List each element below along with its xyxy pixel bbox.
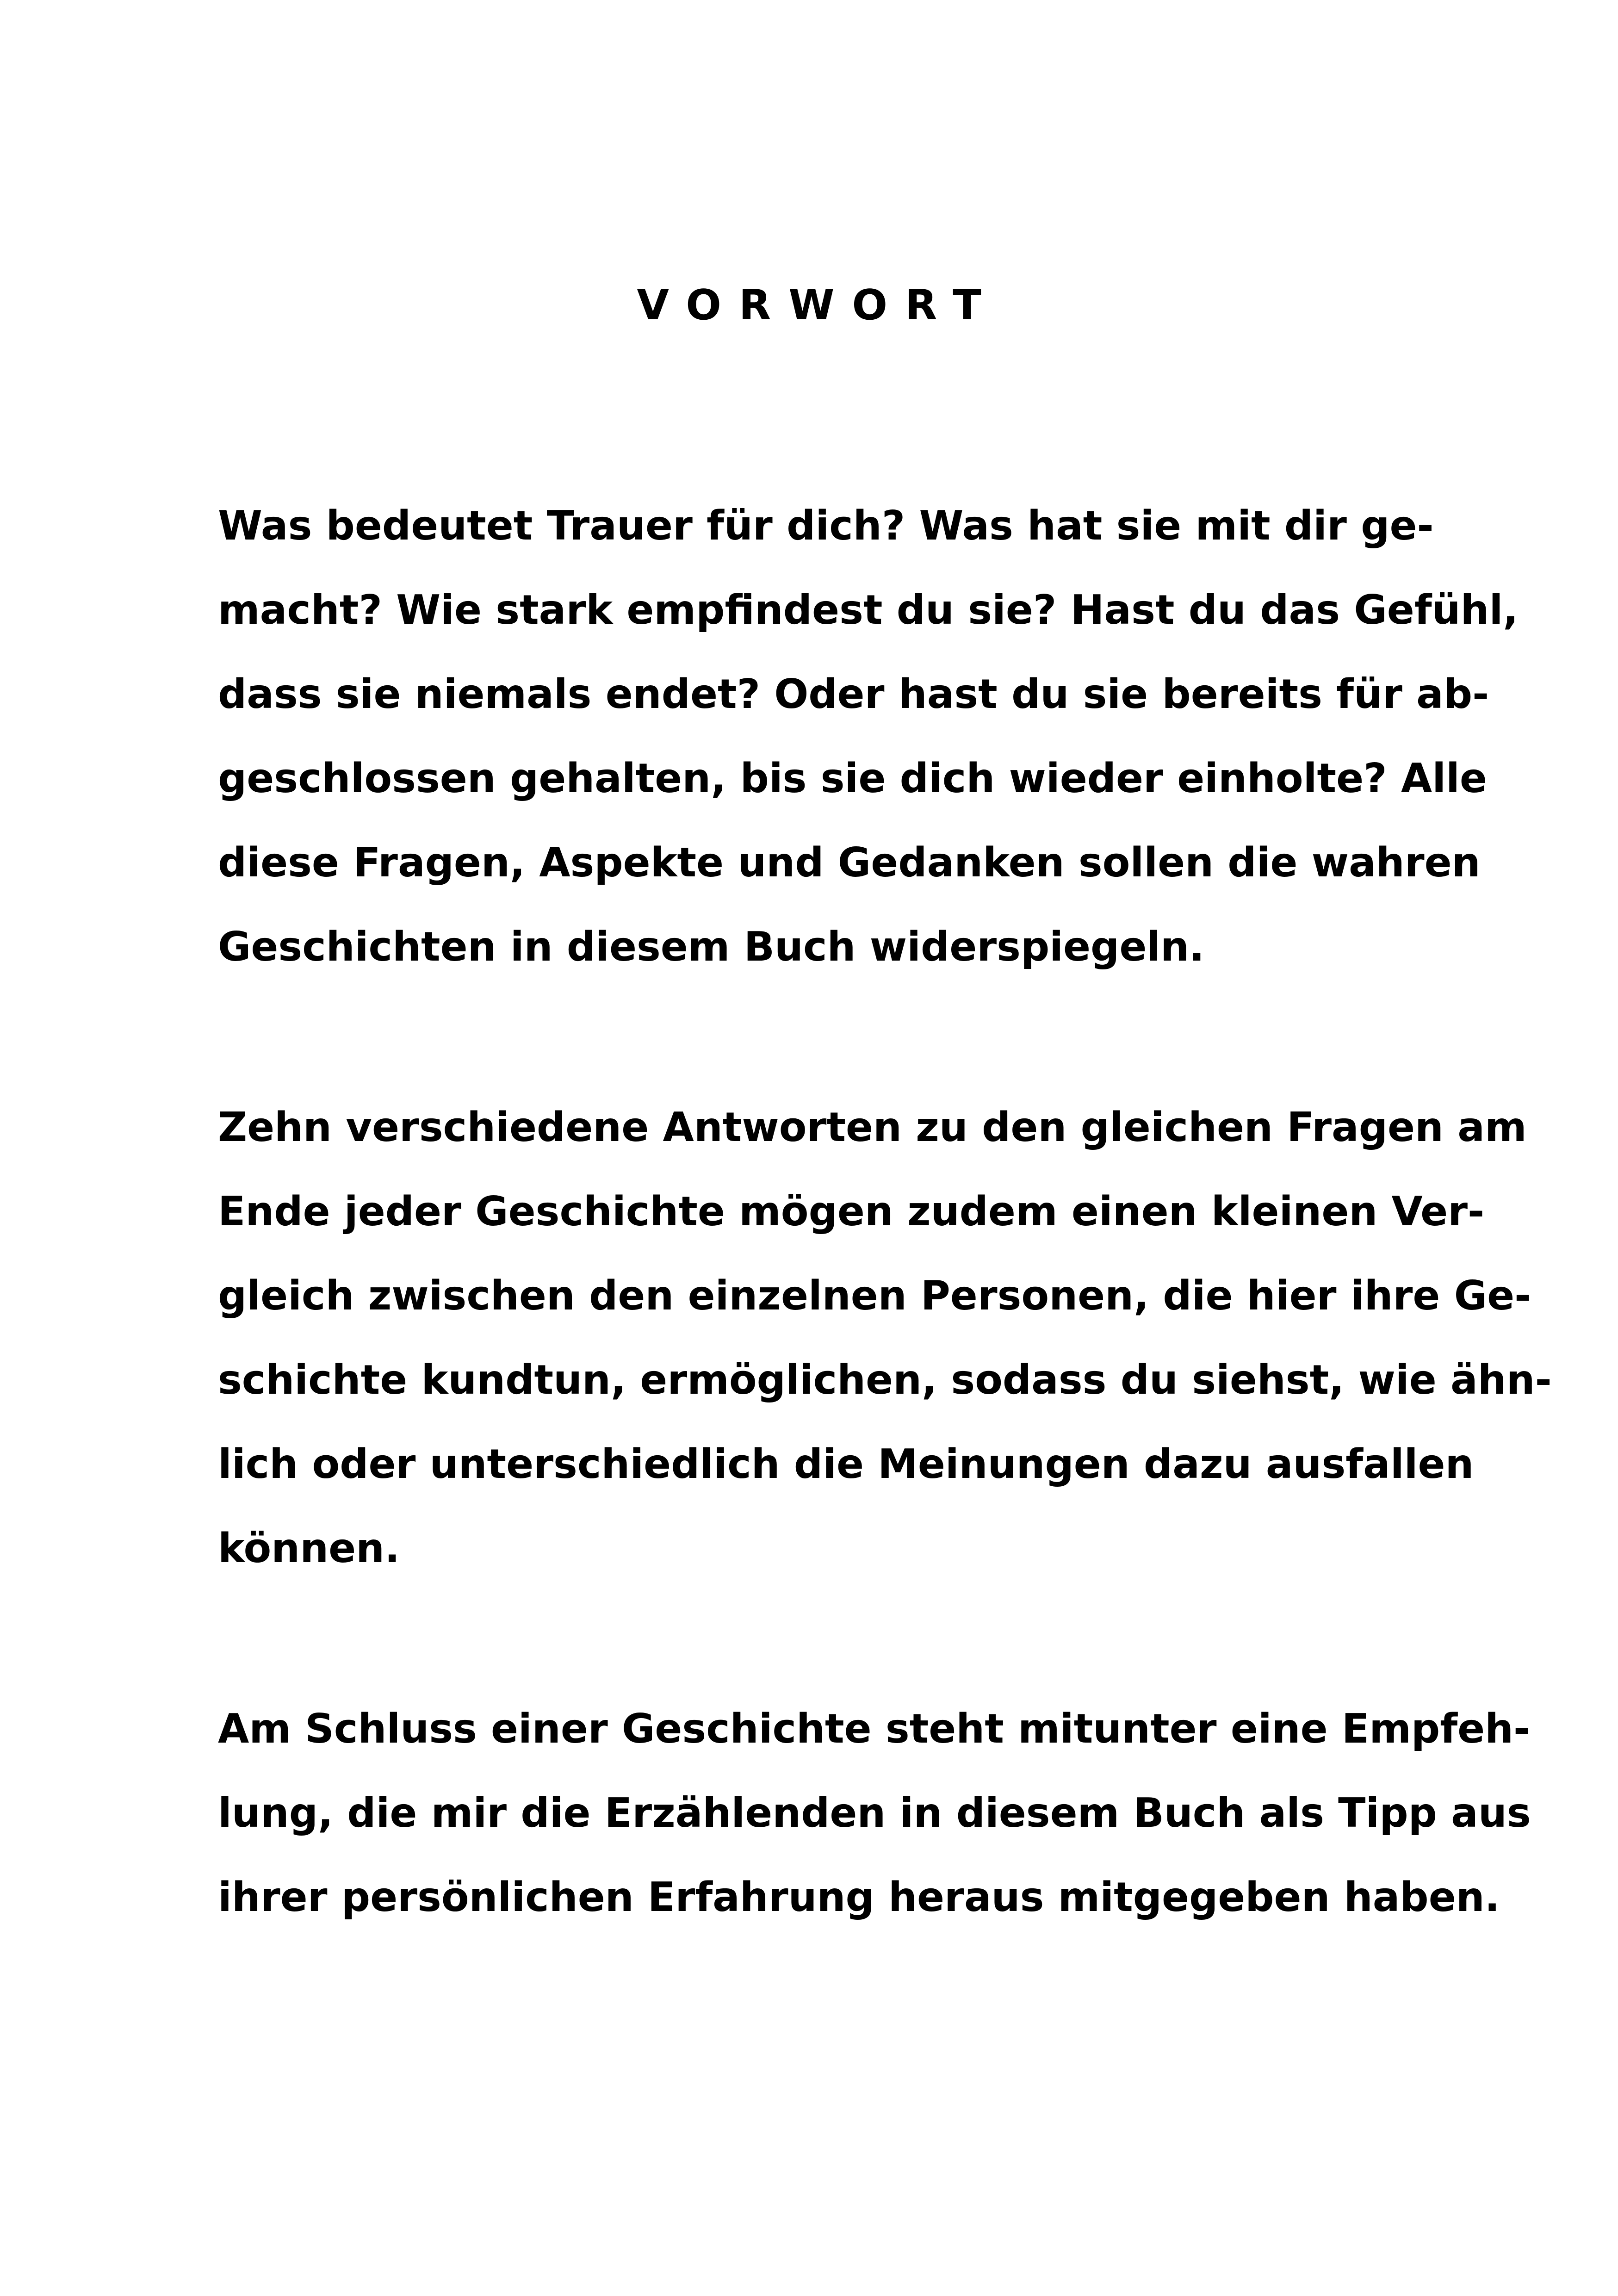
paragraph-1-line: Geschichten in diesem Buch widerspiegeln. bbox=[218, 923, 1205, 970]
paragraph-2-line: schichte kundtun, ermöglichen, sodass du siehst, wie ähn- bbox=[218, 1356, 1552, 1403]
paragraph-2-line: können. bbox=[218, 1525, 400, 1572]
paragraph-3 bbox=[218, 1687, 1531, 1939]
paragraph-3-line: Am Schluss einer Geschichte steht mitunter eine Empfeh- bbox=[218, 1705, 1531, 1752]
paragraph-2-line: Ende jeder Geschichte mögen zudem einen kleinen Ver- bbox=[218, 1188, 1485, 1235]
paragraph-2-line: gleich zwischen den einzelnen Personen, die hier ihre Ge- bbox=[218, 1272, 1531, 1319]
paragraph-1-line: diese Fragen, Aspekte und Gedanken sollen die wahren bbox=[218, 839, 1481, 886]
paragraph-1-line: geschlossen gehalten, bis sie dich wieder einholte? Alle bbox=[218, 755, 1487, 802]
paragraph-1-line: macht? Wie stark empfindest du sie? Hast du das Gefühl, bbox=[218, 586, 1519, 633]
paragraph-2 bbox=[218, 1085, 1552, 1590]
paragraph-2-line: lich oder unterschiedlich die Meinungen dazu ausfallen bbox=[218, 1440, 1474, 1488]
paragraph-1-line: Was bedeutet Trauer für dich? Was hat sie mit dir ge- bbox=[218, 502, 1434, 549]
paragraph-3-line: ihrer persönlichen Erfahrung heraus mitgegeben haben. bbox=[218, 1874, 1500, 1921]
paragraph-3-line: lung, die mir die Erzählenden in diesem Buch als Tipp aus bbox=[218, 1789, 1531, 1837]
paragraph-1-line: dass sie niemals endet? Oder hast du sie bereits für ab- bbox=[218, 670, 1489, 718]
paragraph-1 bbox=[218, 484, 1519, 989]
paragraph-2-line: Zehn verschiedene Antworten zu den gleichen Fragen am bbox=[218, 1104, 1527, 1151]
page-title: VORWORT bbox=[637, 281, 999, 329]
